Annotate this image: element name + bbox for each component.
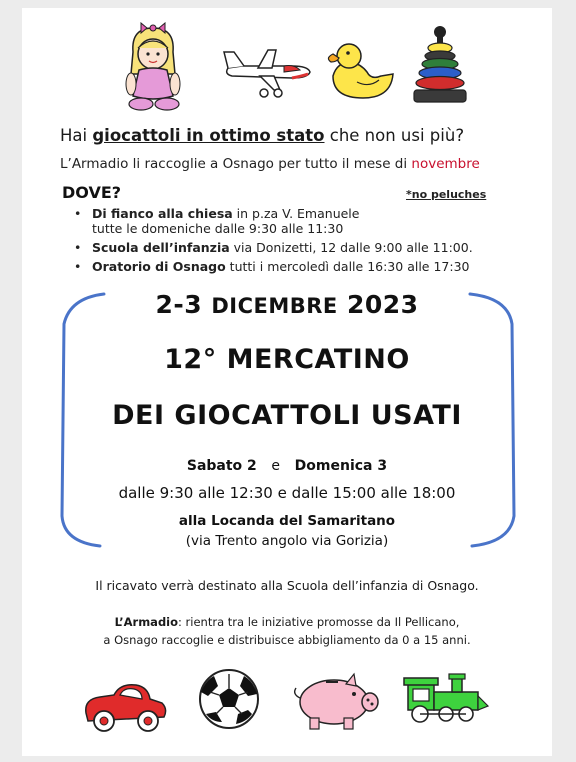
toy-train-icon	[402, 662, 490, 726]
event-date: 2-3 DICEMBRE 2023	[155, 290, 419, 319]
event-address: (via Trento angolo via Gorizia)	[185, 533, 389, 549]
intro-question: Hai giocattoli in ottimo stato che non usi più?	[60, 126, 465, 145]
event-title-line1: 12° MERCATINO	[164, 344, 410, 375]
event-hours: dalle 9:30 alle 12:30 e dalle 15:00 alle 18:00	[118, 484, 456, 502]
armadio-note-line1: L’Armadio: rientra tra le iniziative promosse da Il Pellicano,	[114, 615, 460, 629]
event-title-line2: DEI GIOCATTOLI USATI	[112, 400, 462, 431]
toy-car-icon	[80, 673, 170, 737]
event-days: Sabato 2 e Domenica 3	[186, 458, 388, 474]
soccer-ball-icon	[198, 668, 260, 730]
proceeds-note: Il ricavato verrà destinato alla Scuola dell’infanzia di Osnago.	[95, 578, 479, 593]
list-item: • Oratorio di Osnago tutti i mercoledì dalle 16:30 alle 17:30	[72, 259, 473, 274]
armadio-note-line2: a Osnago raccoglie e distribuisce abbigliamento da 0 a 15 anni.	[103, 633, 471, 647]
where-heading: DOVE?	[62, 183, 122, 202]
flyer-page	[22, 8, 552, 756]
event-place: alla Locanda del Samaritano	[178, 513, 396, 529]
collection-month: novembre	[411, 156, 480, 172]
list-item: • Di fianco alla chiesa in p.za V. Emanuele tutte le domeniche dalle 9:30 alle 11:30	[72, 206, 473, 236]
collection-notice: L’Armadio li raccoglie a Osnago per tutto il mese di novembre	[60, 156, 480, 172]
no-plush-note: *no peluches	[406, 188, 487, 201]
list-item: • Scuola dell’infanzia via Donizetti, 12 dalle 9:00 alle 11:00.	[72, 240, 473, 255]
piggy-bank-icon	[292, 672, 382, 732]
